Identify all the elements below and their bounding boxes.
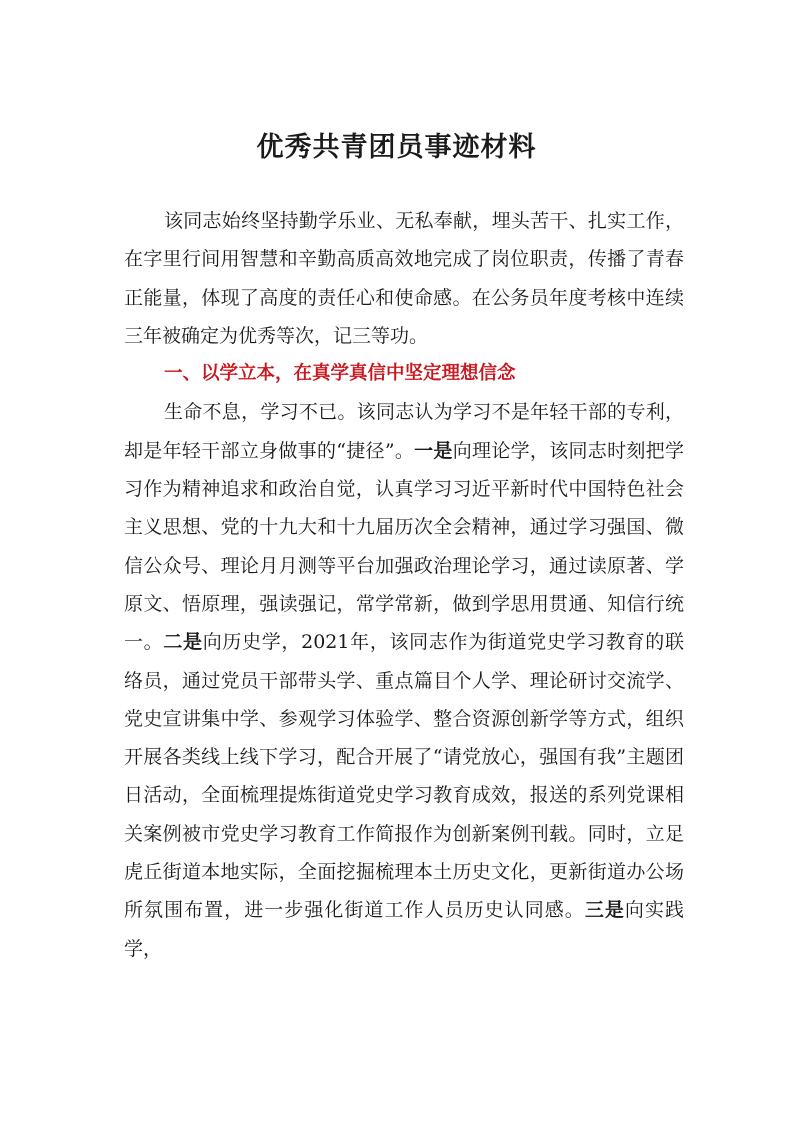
document-body	[124, 202, 684, 968]
intro-paragraph: 该同志始终坚持勤学乐业、无私奉献，埋头苦干、扎实工作，在字里行间用智慧和辛勤高质高效地完成了岗位职责，传播了青春正能量，体现了高度的责任心和使命感。在公务员年度考核中连续三年被确定为优秀等次，记三等功。	[124, 210, 684, 347]
paragraph-text: 生命不息，学习不已。该同志认为学习不是年轻干部的专利，却是年轻干部立身做事的“捷径”。	[124, 401, 684, 462]
lead-marker-first: 一是	[414, 439, 453, 462]
document-title: 优秀共青团员事迹材料	[256, 132, 537, 163]
paragraph-text: 向历史学，2021年，该同志作为街道党史学习教育的联络员，通过党员干部带头学、重点篇目个人学、理论研讨交流学、党史宣讲集中学、参观学习体验学、整合资源创新学等方式，组织开展各类线上线下学习，配合开展了“请党放心，强国有我”主题团日活动，全面梳理提炼街道党史学习教育成效，报送的系列党课相关案例被市党史学习教育工作简报作为创新案例刊载。同时，立足虎丘街道本地实际，全面挖掘梳理本土历史文化，更新街道办公场所氛围布置，进一步强化街道工作人员历史认同感。	[124, 631, 684, 922]
lead-marker-second: 二是	[163, 631, 203, 654]
section-heading: 一、以学立本，在真学真信中坚定理想信念	[164, 363, 516, 385]
paragraph-text: 向实践学，	[124, 899, 684, 960]
section-paragraph	[124, 393, 684, 967]
lead-marker-third: 三是	[584, 899, 625, 922]
paragraph-text: 向理论学，该同志时刻把学习作为精神追求和政治自觉，认真学习习近平新时代中国特色社会主义思想、党的十九大和十九届历次全会精神，通过学习强国、微信公众号、理论月月测等平台加强政治理论学习，通过读原著、学原文、悟原理，强读强记，常学常新，做到学思用贯通、知信行统一。	[124, 439, 684, 654]
